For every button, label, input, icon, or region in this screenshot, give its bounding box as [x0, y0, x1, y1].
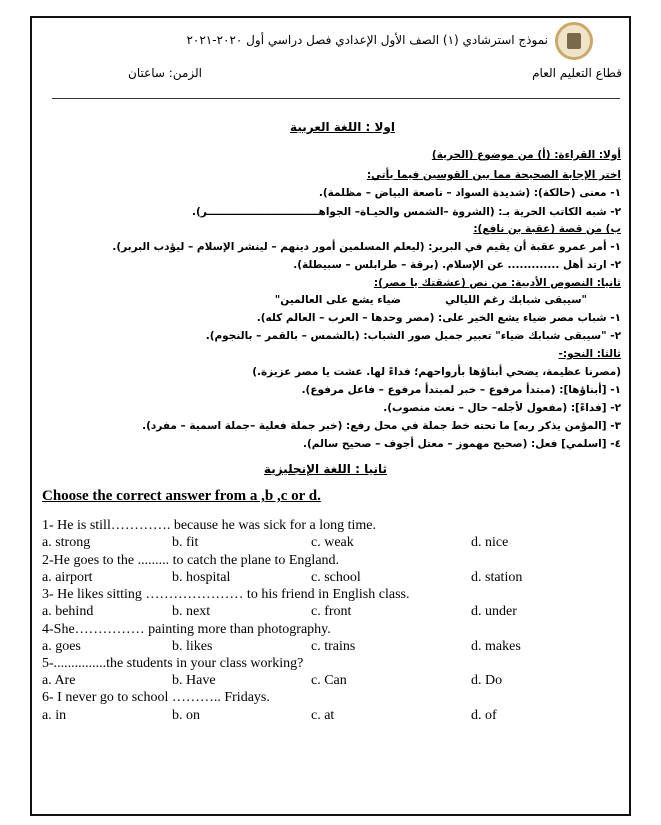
reading-heading: أولا: القراءة: (أ) من موضوع (الحرية) — [431, 149, 621, 161]
english-question: 1- He is still…………. because he was sick for a long time. — [42, 518, 376, 533]
option-a: a. airport — [42, 570, 93, 585]
verse-second-half: ضياء يشع على العالمين" — [274, 294, 401, 306]
option-b: b. Have — [172, 673, 216, 688]
exam-title: نموذج استرشادي (١) الصف الأول الإعدادي فصل دراسي أول ٢٠٢٠-٢٠٢١ — [186, 33, 548, 47]
option-d: d. station — [471, 570, 523, 585]
option-c: c. front — [311, 604, 352, 619]
arabic-question: ٤- [اسلمي] فعل: (صحيح مهموز – معتل أجوف – صحيح سالم). — [303, 438, 621, 450]
option-d: d. makes — [471, 639, 521, 654]
grammar-heading: ثالثا: النحو:- — [558, 348, 621, 360]
english-section-title: ثانيا : اللغة الإنجليزية — [263, 462, 387, 476]
story-heading: ب) من قصة (عقبة بن نافع): — [473, 223, 621, 235]
ministry-logo-icon — [555, 22, 593, 60]
arabic-question: ٣- [المؤمن يذكر ربه] ما تحته خط جملة في محل رفع: (خبر جملة فعلية –جملة اسمية – مفرد). — [142, 420, 621, 432]
arabic-question: ٢- [فداءً]: (مفعول لأجله– حال – نعت منصوب). — [383, 402, 621, 414]
arabic-question: ٢- ارتد أهل ............. عن الإسلام. (برقة – طرابلس – سبيطلة). — [293, 259, 621, 271]
english-question: 6- I never go to school ……….. Fridays. — [42, 690, 270, 705]
option-d: d. of — [471, 708, 497, 723]
header-divider — [52, 98, 620, 99]
option-a: a. behind — [42, 604, 94, 619]
english-question: 4-She…………… painting more than photography. — [42, 622, 331, 637]
arabic-question: ٢- شبه الكاتب الحرية بـ: (الشروة –الشمس والحيـاة– الجواهـــــــــــــــــــــــــــــــر). — [191, 206, 621, 218]
option-b: b. hospital — [172, 570, 231, 585]
option-c: c. school — [311, 570, 361, 585]
english-instruction: Choose the correct answer from a ,b ,c or d. — [42, 488, 321, 504]
verse-first-half: "سيبقى شبابك رغم الليالي — [445, 294, 587, 306]
option-d: d. nice — [471, 535, 509, 550]
option-a: a. Are — [42, 673, 76, 688]
option-c: c. at — [311, 708, 335, 723]
arabic-question: ١- شباب مصر ضياء يشع الخير على: (مصر وحدها – العرب – العالم كله). — [256, 312, 621, 324]
option-b: b. on — [172, 708, 200, 723]
option-b: b. likes — [172, 639, 213, 654]
english-question: 5-...............the students in your class working? — [42, 656, 304, 671]
option-a: a. in — [42, 708, 67, 723]
option-c: c. Can — [311, 673, 347, 688]
arabic-instruction: اختر الإجابة الصحيحة مما بين القوسين فيما يأتي: — [366, 169, 621, 181]
option-c: c. weak — [311, 535, 354, 550]
sector-label: قطاع التعليم العام — [532, 66, 622, 80]
arabic-question: ١- [أبناؤها]: (مبتدأ مرفوع – خبر لمبتدأ مرفوع – فاعل مرفوع). — [301, 384, 621, 396]
option-b: b. fit — [172, 535, 199, 550]
option-c: c. trains — [311, 639, 356, 654]
option-d: d. under — [471, 604, 517, 619]
arabic-section-title: اولا : اللغة العربية — [290, 120, 395, 134]
arabic-question: ١- معنى (حالكة): (شديدة السواد – ناصعة البياض – مظلمة). — [318, 187, 621, 199]
english-question: 2-He goes to the ......... to catch the plane to England. — [42, 553, 340, 568]
arabic-question: ٢- "سيبقى شبابك ضياء" تعبير جميل صور الشباب: (بالشمس – بالقمر – بالنجوم). — [205, 330, 621, 342]
grammar-sentence: (مصرنا عظيمة، يضحي أبناؤها بأرواحهم؛ فداءً لها. عشت يا مصر عزيزة.) — [252, 366, 621, 378]
english-question: 3- He likes sitting ………………… to his friend in English class. — [42, 587, 410, 602]
option-a: a. goes — [42, 639, 81, 654]
option-b: b. next — [172, 604, 211, 619]
option-d: d. Do — [471, 673, 503, 688]
time-label: الزمن: ساعتان — [128, 66, 202, 80]
option-a: a. strong — [42, 535, 91, 550]
arabic-question: ١- أمر عمرو عقبة أن يقيم في البربر: (ليعلم المسلمين أمور دينهم – لينشر الإسلام – ليؤدب البربر). — [112, 241, 621, 253]
texts-heading: ثانيا: النصوص الأدبية: من نص (عشقتك يا مصر): — [373, 277, 621, 289]
